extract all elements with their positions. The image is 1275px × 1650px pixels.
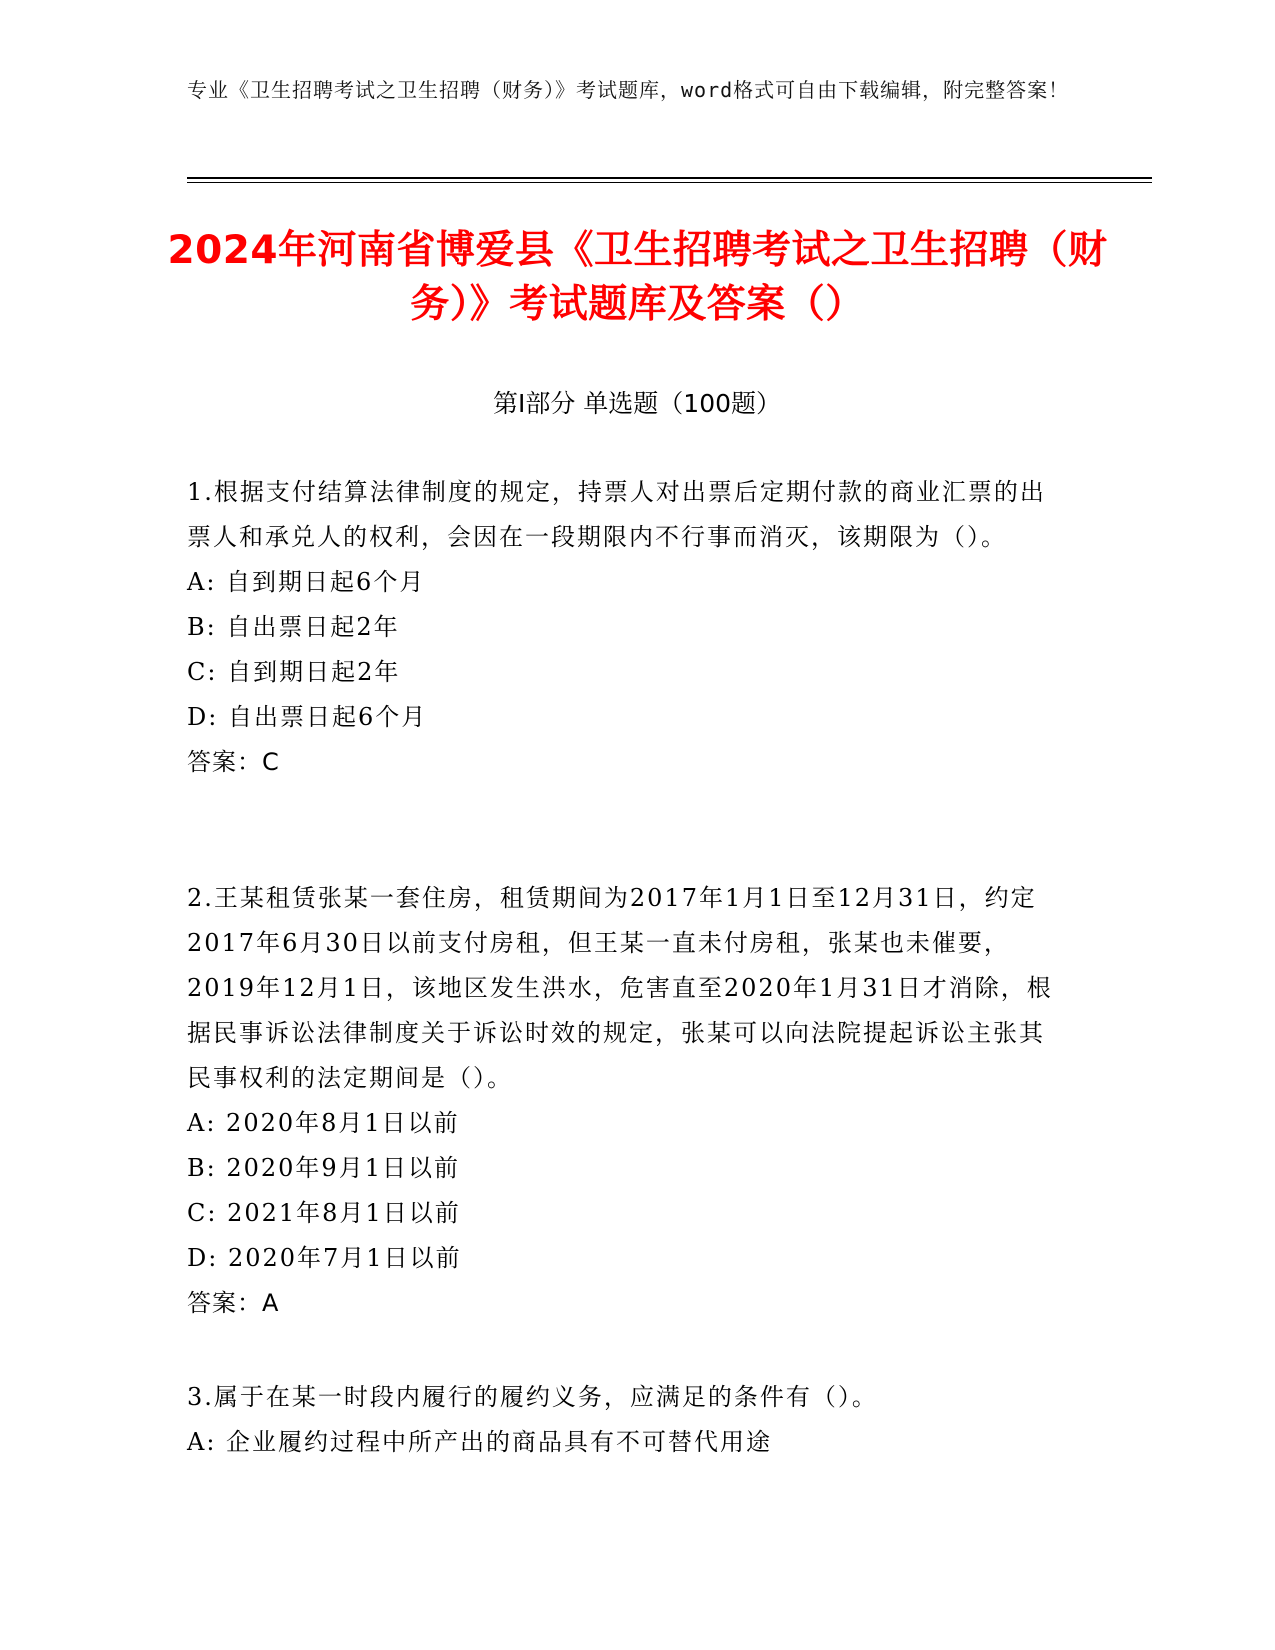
header-divider-thin (187, 182, 1152, 183)
question-1 (187, 470, 1067, 785)
question-3 (187, 1375, 1067, 1465)
section-title: 第Ⅰ部分 单选题（100题） (492, 389, 782, 418)
option-a: A: 2020年8月1日以前 (187, 1109, 460, 1137)
document-title: 2024年河南省博爱县《卫生招聘考试之卫生招聘（财务）》考试题库及答案（） (167, 228, 1108, 327)
option-d: D: 2020年7月1日以前 (187, 1244, 462, 1272)
option-b: B: 自出票日起2年 (187, 613, 400, 641)
option-a: A: 企业履约过程中所产出的商品具有不可替代用途 (187, 1428, 773, 1456)
question-stem: 2.王某租赁张某一套住房，租赁期间为2017年1月1日至12月31日，约定2017年6月30日以前支付房租，但王某一直未付房租，张某也未催要，2019年12月1日，该地区发生洪水，危害直至2020年1月31日才消除，根据民事诉讼法律制度关于诉讼时效的规定，张某可以向法院提起诉讼主张其民事权利的法定期间是（）。 (187, 884, 1053, 1092)
option-a: A: 自到期日起6个月 (187, 568, 426, 596)
question-stem: 3.属于在某一时段内履行的履约义务，应满足的条件有（）。 (187, 1383, 878, 1411)
question-2 (187, 876, 1067, 1326)
header-divider-thick (187, 177, 1152, 179)
question-stem: 1.根据支付结算法律制度的规定，持票人对出票后定期付款的商业汇票的出票人和承兑人的权利，会因在一段期限内不行事而消灭，该期限为（）。 (187, 478, 1046, 551)
header-note: 专业《卫生招聘考试之卫生招聘（财务）》考试题库，word格式可自由下载编辑，附完整答案！ (187, 78, 1070, 102)
option-c: C: 2021年8月1日以前 (187, 1199, 461, 1227)
answer: 答案：A (187, 1289, 280, 1317)
option-c: C: 自到期日起2年 (187, 658, 401, 686)
answer: 答案：C (187, 748, 280, 776)
option-d: D: 自出票日起6个月 (187, 703, 428, 731)
option-b: B: 2020年9月1日以前 (187, 1154, 460, 1182)
